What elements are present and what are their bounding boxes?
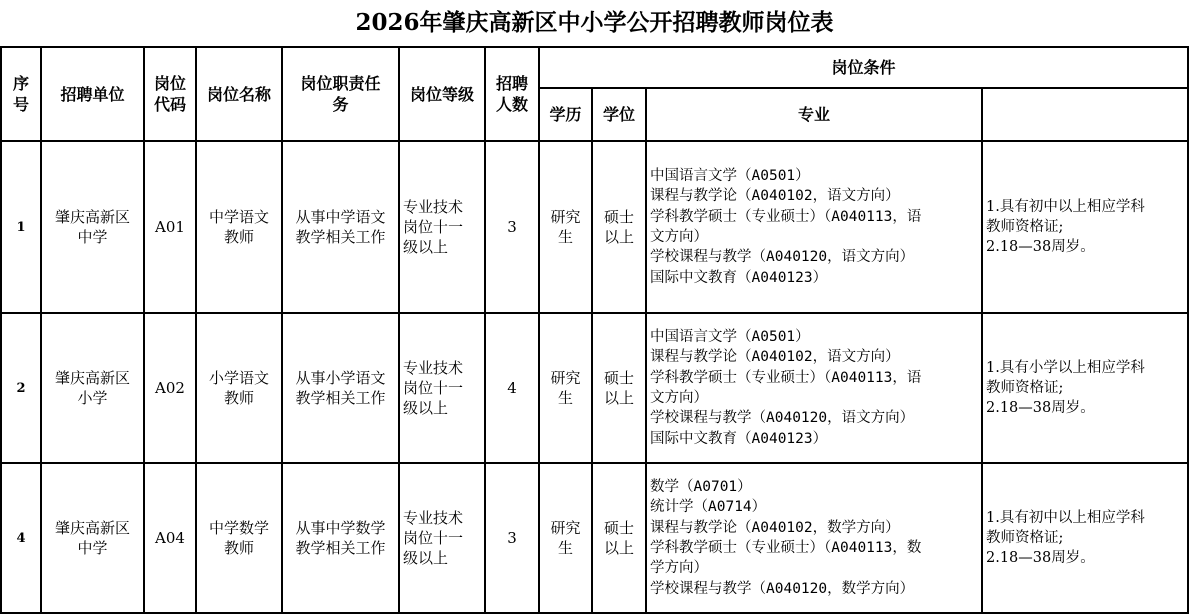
line: 2.18—38周岁。 xyxy=(986,400,1095,416)
line: 1.具有初中以上相应学科 xyxy=(986,199,1145,215)
header-seq: 序 号 xyxy=(1,47,41,141)
header-name: 岗位名称 xyxy=(196,47,282,141)
line: 专业技术 xyxy=(403,509,464,527)
line: 学科教学硕士（专业硕士）（A040113，数 xyxy=(650,540,922,556)
line: 教师资格证; xyxy=(986,380,1064,396)
table-row xyxy=(1,141,1188,313)
cell-unit xyxy=(41,463,144,613)
line: 生 xyxy=(557,228,573,246)
line: 1.具有初中以上相应学科 xyxy=(986,510,1145,526)
line: 研究 xyxy=(550,208,581,226)
cell-seq: 2 xyxy=(1,313,41,463)
cell-major xyxy=(646,463,982,613)
cell-education xyxy=(539,141,592,313)
cell-name xyxy=(196,463,282,613)
cell-code: A02 xyxy=(144,313,196,463)
line: 肇庆高新区 xyxy=(54,519,130,537)
cell-other xyxy=(982,313,1188,463)
line: 岗位十一 xyxy=(403,379,464,397)
line: 学校课程与教学（A040120，数学方向） xyxy=(650,580,915,597)
header-conditions: 岗位条件 xyxy=(539,47,1188,88)
page-title: 2026年肇庆高新区中小学公开招聘教师岗位表 xyxy=(355,9,834,36)
table-row xyxy=(1,463,1188,613)
line: 生 xyxy=(557,539,573,557)
line: 专业技术 xyxy=(403,198,464,216)
cell-education xyxy=(539,313,592,463)
line: 中学 xyxy=(77,228,108,246)
line: 级以上 xyxy=(403,238,449,256)
line: 统计学（A0714） xyxy=(650,499,767,516)
cell-other xyxy=(982,141,1188,313)
header-duty: 岗位职责任 务 xyxy=(282,47,399,141)
cell-name xyxy=(196,313,282,463)
cell-level xyxy=(399,463,485,613)
line: 教师 xyxy=(223,228,254,246)
cell-count: 3 xyxy=(485,141,539,313)
header-degree: 学位 xyxy=(592,88,646,141)
line: 教学相关工作 xyxy=(295,228,386,246)
header-level: 岗位等级 xyxy=(399,47,485,141)
line: 教学相关工作 xyxy=(295,539,386,557)
line: 学科教学硕士（专业硕士）（A040113，语 xyxy=(650,208,922,225)
cell-code: A01 xyxy=(144,141,196,313)
header-education: 学历 xyxy=(539,88,592,141)
line: 2.18—38周岁。 xyxy=(986,550,1095,566)
line: 教学相关工作 xyxy=(295,389,386,407)
cell-duty xyxy=(282,463,399,613)
line: 硕士 xyxy=(603,369,634,387)
line: 国际中文教育（A040123） xyxy=(650,269,828,286)
line: 专业技术 xyxy=(403,359,464,377)
recruitment-table xyxy=(0,46,1189,614)
cell-level xyxy=(399,141,485,313)
line: 文方向） xyxy=(650,390,708,406)
cell-seq: 1 xyxy=(1,141,41,313)
cell-unit xyxy=(41,313,144,463)
cell-degree xyxy=(592,141,646,313)
cell-major xyxy=(646,141,982,313)
line: 小学语文 xyxy=(208,369,269,387)
line: 从事中学数学 xyxy=(295,519,386,537)
line: 国际中文教育（A040123） xyxy=(650,430,828,447)
line: 以上 xyxy=(603,539,634,557)
line: 从事小学语文 xyxy=(295,369,386,387)
cell-major xyxy=(646,313,982,463)
line: 级以上 xyxy=(403,549,449,567)
cell-degree xyxy=(592,463,646,613)
line: 文方向） xyxy=(650,229,708,245)
line: 课程与教学论（A040102，数学方向） xyxy=(650,519,900,536)
cell-code: A04 xyxy=(144,463,196,613)
header-code: 岗位 代码 xyxy=(144,47,196,141)
line: 从事中学语文 xyxy=(295,208,386,226)
cell-level xyxy=(399,313,485,463)
cell-count: 4 xyxy=(485,313,539,463)
line: 教师资格证; xyxy=(986,530,1064,546)
line: 以上 xyxy=(603,228,634,246)
cell-other xyxy=(982,463,1188,613)
line: 学校课程与教学（A040120，语文方向） xyxy=(650,410,915,427)
line: 中学 xyxy=(77,539,108,557)
header-row-1 xyxy=(1,47,1188,88)
line: 肇庆高新区 xyxy=(54,369,130,387)
cell-education xyxy=(539,463,592,613)
line: 1.具有小学以上相应学科 xyxy=(986,360,1145,376)
line: 岗位十一 xyxy=(403,218,464,236)
line: 生 xyxy=(557,389,573,407)
line: 中学语文 xyxy=(208,208,269,226)
cell-degree xyxy=(592,313,646,463)
line: 中国语言文学（A0501） xyxy=(650,167,810,184)
header-count: 招聘 人数 xyxy=(485,47,539,141)
line: 研究 xyxy=(550,369,581,387)
cell-name xyxy=(196,141,282,313)
line: 学科教学硕士（专业硕士）（A040113，语 xyxy=(650,369,922,386)
line: 岗位十一 xyxy=(403,529,464,547)
line: 教师 xyxy=(223,389,254,407)
header-major: 专业 xyxy=(646,88,982,141)
line: 学校课程与教学（A040120，语文方向） xyxy=(650,249,915,266)
line: 小学 xyxy=(77,389,108,407)
cell-seq: 4 xyxy=(1,463,41,613)
line: 课程与教学论（A040102，语文方向） xyxy=(650,349,900,366)
line: 硕士 xyxy=(603,208,634,226)
line: 肇庆高新区 xyxy=(54,208,130,226)
line: 硕士 xyxy=(603,519,634,537)
line: 教师资格证; xyxy=(986,219,1064,235)
line: 中国语言文学（A0501） xyxy=(650,328,810,345)
line: 课程与教学论（A040102，语文方向） xyxy=(650,188,900,205)
line: 级以上 xyxy=(403,399,449,417)
line: 中学数学 xyxy=(208,519,269,537)
line: 教师 xyxy=(223,539,254,557)
table-row xyxy=(1,313,1188,463)
cell-count: 3 xyxy=(485,463,539,613)
line: 2.18—38周岁。 xyxy=(986,239,1095,255)
header-unit: 招聘单位 xyxy=(41,47,144,141)
line: 数学（A0701） xyxy=(650,478,752,495)
line: 以上 xyxy=(603,389,634,407)
line: 学方向） xyxy=(650,560,708,577)
line: 研究 xyxy=(550,519,581,537)
cell-unit xyxy=(41,141,144,313)
cell-duty xyxy=(282,313,399,463)
cell-duty xyxy=(282,141,399,313)
